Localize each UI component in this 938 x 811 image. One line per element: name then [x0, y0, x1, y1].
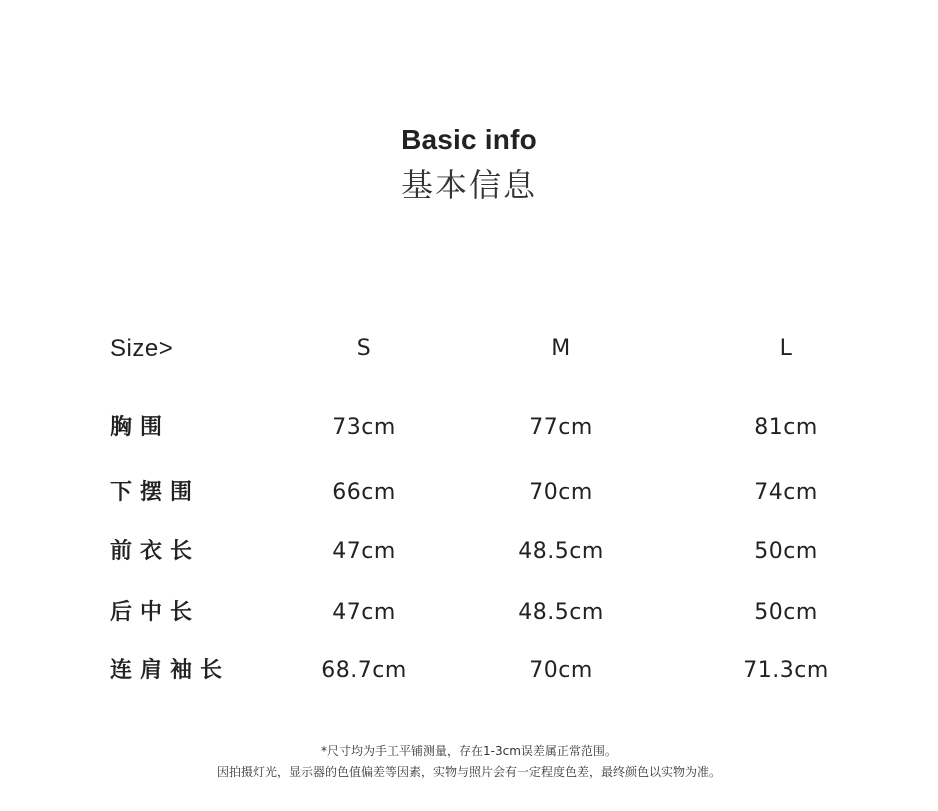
value-back-length-s: 47cm — [332, 600, 396, 625]
table-row-back-length — [0, 596, 938, 630]
table-row-front-length — [0, 535, 938, 569]
title-chinese: 基本信息 — [400, 166, 537, 204]
note-color: 因拍摄灯光，显示器的色值偏差等因素，实物与照片会有一定程度色差，最终颜色以实物为准。 — [216, 765, 721, 779]
value-front-length-l: 50cm — [754, 539, 818, 564]
value-front-length-m: 48.5cm — [518, 539, 604, 564]
value-hem-s: 66cm — [332, 480, 396, 505]
table-row-hem — [0, 476, 938, 510]
value-chest-m: 77cm — [529, 415, 593, 440]
value-chest-s: 73cm — [332, 415, 396, 440]
value-sleeve-length-s: 68.7cm — [321, 658, 407, 683]
row-label-chest: 胸围 — [110, 415, 171, 440]
size-label: Size> — [110, 335, 174, 362]
size-s-header: S — [356, 336, 372, 361]
row-label-hem: 下摆围 — [110, 480, 201, 505]
value-hem-m: 70cm — [529, 480, 593, 505]
row-label-sleeve-length: 连肩袖长 — [110, 658, 231, 683]
value-front-length-s: 47cm — [332, 539, 396, 564]
row-label-front-length: 前衣长 — [110, 539, 201, 564]
row-label-back-length: 后中长 — [110, 600, 201, 625]
title-english: Basic info — [401, 124, 537, 155]
value-back-length-m: 48.5cm — [518, 600, 604, 625]
value-chest-l: 81cm — [754, 415, 818, 440]
size-header-row — [0, 332, 938, 366]
size-l-header: L — [779, 336, 793, 361]
value-sleeve-length-m: 70cm — [529, 658, 593, 683]
value-hem-l: 74cm — [754, 480, 818, 505]
note-measurement: *尺寸均为手工平铺测量，存在1-3cm误差属正常范围。 — [321, 744, 617, 758]
table-row-sleeve-length — [0, 654, 938, 688]
size-m-header: M — [551, 336, 571, 361]
table-row-chest — [0, 411, 938, 445]
value-sleeve-length-l: 71.3cm — [743, 658, 829, 683]
value-back-length-l: 50cm — [754, 600, 818, 625]
